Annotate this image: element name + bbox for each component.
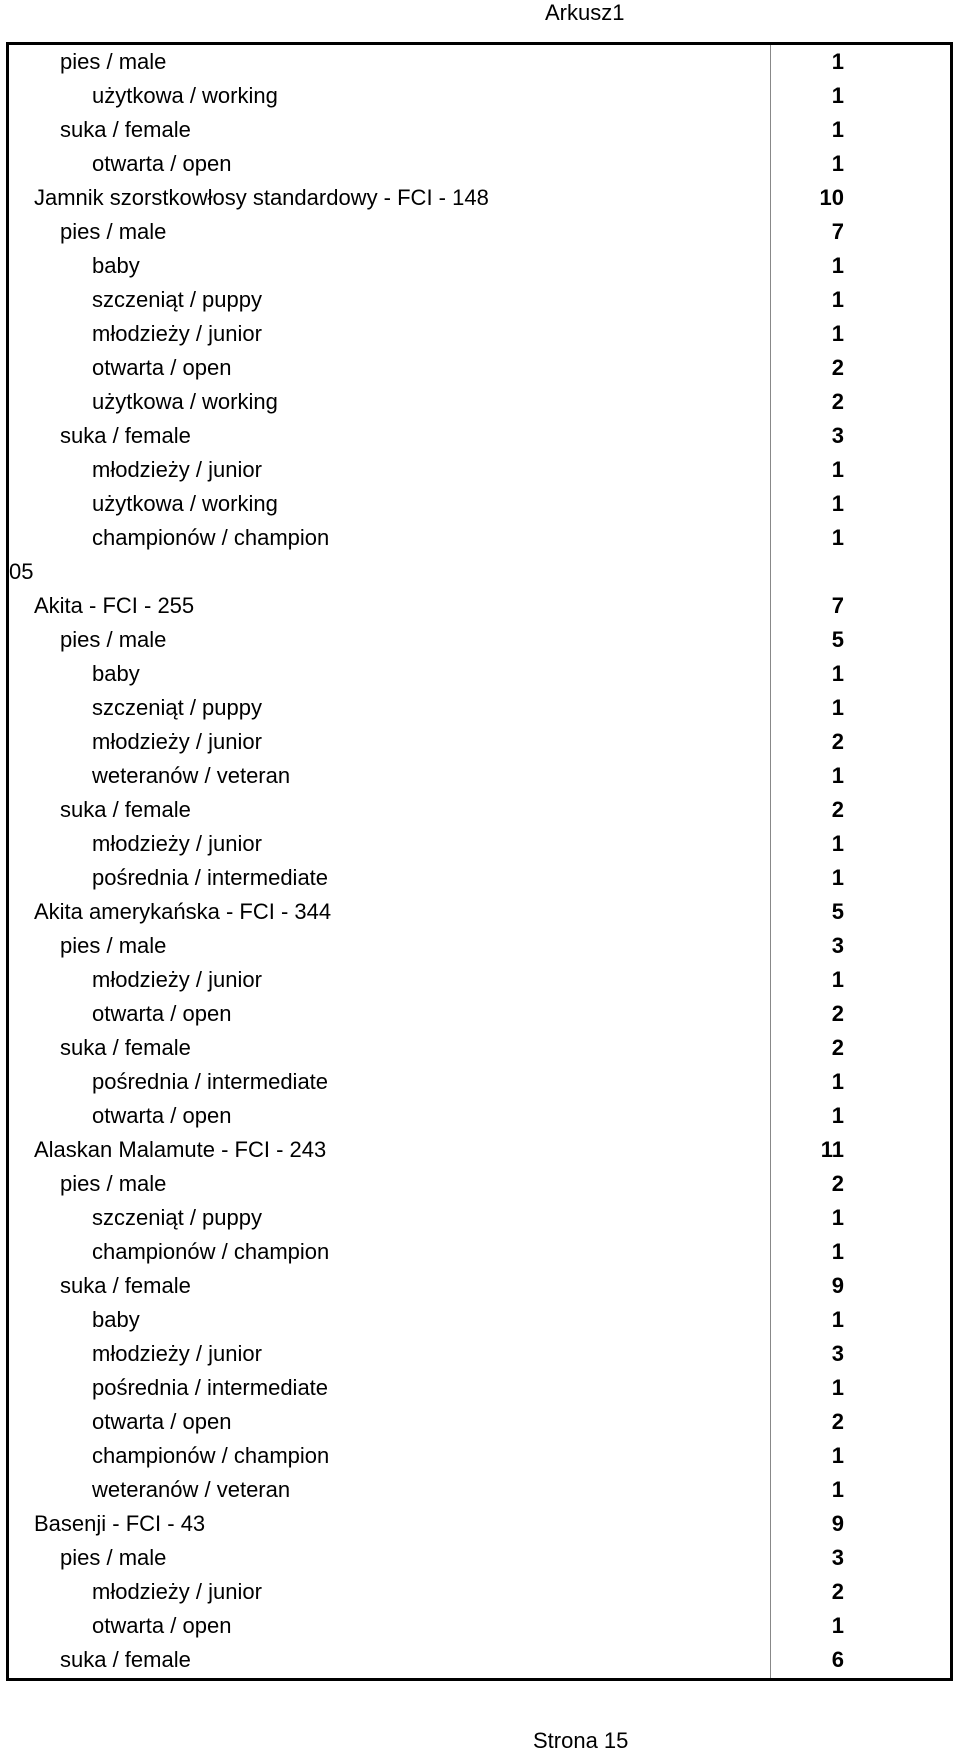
row-label: weteranów / veteran: [92, 1477, 291, 1502]
row-label: użytkowa / working: [92, 389, 278, 414]
table-row: [9, 1405, 950, 1439]
row-label: baby: [92, 1307, 140, 1332]
table-row: [9, 45, 950, 79]
row-label: otwarta / open: [92, 1613, 232, 1638]
row-label: championów / champion: [92, 1239, 330, 1264]
row-label: suka / female: [60, 423, 191, 448]
table-row: [9, 1235, 950, 1269]
table-row: [9, 725, 950, 759]
row-count: 1: [831, 967, 844, 992]
row-count: 1: [831, 491, 844, 516]
table-row: [9, 1643, 950, 1677]
row-count: 7: [831, 219, 844, 244]
table-row: [9, 1167, 950, 1201]
table-row: [9, 215, 950, 249]
row-count: 2: [831, 729, 844, 754]
page-footer: Strona 15: [533, 1728, 629, 1753]
table-row: [9, 1337, 950, 1371]
table-row: [9, 181, 950, 215]
row-count: 1: [831, 1613, 844, 1638]
table-row: [9, 1065, 950, 1099]
table-row: [9, 861, 950, 895]
row-label: championów / champion: [92, 1443, 330, 1468]
table-row: [9, 1099, 950, 1133]
row-label: pies / male: [60, 1171, 167, 1196]
row-count: 11: [820, 1137, 844, 1162]
table-row: [9, 419, 950, 453]
row-count: 5: [831, 899, 844, 924]
row-label: użytkowa / working: [92, 83, 278, 108]
row-label: szczeniąt / puppy: [92, 1205, 262, 1230]
row-count: 1: [831, 661, 844, 686]
row-count: 1: [831, 1205, 844, 1230]
row-count: 1: [831, 763, 844, 788]
row-label: młodzieży / junior: [92, 457, 262, 482]
row-label: otwarta / open: [92, 355, 232, 380]
row-count: 7: [831, 593, 844, 618]
row-label: suka / female: [60, 797, 191, 822]
row-count: 1: [831, 287, 844, 312]
table-row: [9, 351, 950, 385]
table-row: [9, 895, 950, 929]
table-row: [9, 793, 950, 827]
row-count: 2: [831, 1579, 844, 1604]
table-row: [9, 623, 950, 657]
row-label: Akita amerykańska - FCI - 344: [34, 899, 332, 924]
row-count: 9: [831, 1273, 844, 1298]
row-label: suka / female: [60, 1035, 191, 1060]
row-label: championów / champion: [92, 525, 330, 550]
table-row: [9, 521, 950, 555]
row-label: baby: [92, 661, 140, 686]
row-label: suka / female: [60, 117, 191, 142]
row-count: 1: [831, 1103, 844, 1128]
row-label: otwarta / open: [92, 1103, 232, 1128]
row-count: 1: [831, 49, 844, 74]
row-label: młodzieży / junior: [92, 831, 262, 856]
row-label: weteranów / veteran: [92, 763, 291, 788]
row-label: Akita - FCI - 255: [34, 593, 195, 618]
row-count: 2: [831, 797, 844, 822]
row-count: 1: [831, 117, 844, 142]
row-count: 1: [831, 525, 844, 550]
row-count: 1: [831, 865, 844, 890]
row-label: otwarta / open: [92, 1001, 232, 1026]
row-count: 1: [831, 253, 844, 278]
row-label: 05: [9, 559, 34, 584]
row-count: 3: [831, 1545, 844, 1570]
table-row: [9, 1303, 950, 1337]
row-label: otwarta / open: [92, 151, 232, 176]
row-label: Basenji - FCI - 43: [34, 1511, 206, 1536]
table-row: [9, 827, 950, 861]
row-count: 1: [831, 83, 844, 108]
table-row: [9, 1133, 950, 1167]
row-count: 1: [831, 321, 844, 346]
row-label: szczeniąt / puppy: [92, 695, 262, 720]
table-row: [9, 487, 950, 521]
row-count: 1: [831, 695, 844, 720]
table-row: [9, 963, 950, 997]
row-label: pośrednia / intermediate: [92, 865, 329, 890]
row-label: Jamnik szorstkowłosy standardowy - FCI - 148: [34, 185, 489, 210]
row-label: pies / male: [60, 49, 167, 74]
table-row: [9, 1371, 950, 1405]
row-label: otwarta / open: [92, 1409, 232, 1434]
table-row: [9, 249, 950, 283]
table-row: [9, 691, 950, 725]
row-label: młodzieży / junior: [92, 729, 262, 754]
row-count: 2: [831, 1171, 844, 1196]
table-row: [9, 283, 950, 317]
row-count: 2: [831, 1035, 844, 1060]
table-row: [9, 79, 950, 113]
row-count: 10: [819, 185, 844, 210]
table-row: [9, 1575, 950, 1609]
row-label: młodzieży / junior: [92, 321, 262, 346]
table-row: [9, 1031, 950, 1065]
table-row: [9, 1507, 950, 1541]
row-label: pies / male: [60, 627, 167, 652]
table-row: [9, 997, 950, 1031]
row-label: pośrednia / intermediate: [92, 1375, 329, 1400]
row-label: młodzieży / junior: [92, 1579, 262, 1604]
row-label: pies / male: [60, 1545, 167, 1570]
row-label: suka / female: [60, 1273, 191, 1298]
row-count: 1: [831, 1239, 844, 1264]
table-row: [9, 1439, 950, 1473]
row-count: 1: [831, 151, 844, 176]
row-count: 2: [831, 355, 844, 380]
table-row: [9, 929, 950, 963]
row-label: suka / female: [60, 1647, 191, 1672]
row-label: młodzieży / junior: [92, 967, 262, 992]
row-count: 5: [831, 627, 844, 652]
table-row: [9, 1473, 950, 1507]
data-table: [6, 42, 953, 1681]
table-row: [9, 1269, 950, 1303]
table-row: [9, 113, 950, 147]
row-count: 1: [831, 1477, 844, 1502]
row-count: 3: [831, 933, 844, 958]
table-row: [9, 657, 950, 691]
row-count: 1: [831, 1443, 844, 1468]
row-count: 6: [831, 1647, 844, 1672]
row-count: 9: [831, 1511, 844, 1536]
row-count: 2: [831, 389, 844, 414]
table-row: [9, 759, 950, 793]
table-row: [9, 317, 950, 351]
row-label: pies / male: [60, 933, 167, 958]
row-count: 3: [831, 1341, 844, 1366]
row-count: 2: [831, 1409, 844, 1434]
row-label: baby: [92, 253, 140, 278]
row-count: 1: [831, 1069, 844, 1094]
sheet-title: Arkusz1: [545, 0, 625, 25]
row-label: użytkowa / working: [92, 491, 278, 516]
table-row: [9, 147, 950, 181]
table-row: [9, 385, 950, 419]
row-label: szczeniąt / puppy: [92, 287, 262, 312]
row-count: 1: [831, 1307, 844, 1332]
row-count: 1: [831, 1375, 844, 1400]
row-count: 2: [831, 1001, 844, 1026]
table-row: [9, 1541, 950, 1575]
row-label: pies / male: [60, 219, 167, 244]
row-count: 3: [831, 423, 844, 448]
table-row: [9, 555, 950, 589]
table-row: [9, 1609, 950, 1643]
row-label: młodzieży / junior: [92, 1341, 262, 1366]
row-label: Alaskan Malamute - FCI - 243: [34, 1137, 327, 1162]
table-row: [9, 453, 950, 487]
table-row: [9, 1201, 950, 1235]
table-row: [9, 589, 950, 623]
row-label: pośrednia / intermediate: [92, 1069, 329, 1094]
row-count: 1: [831, 831, 844, 856]
row-count: 1: [831, 457, 844, 482]
